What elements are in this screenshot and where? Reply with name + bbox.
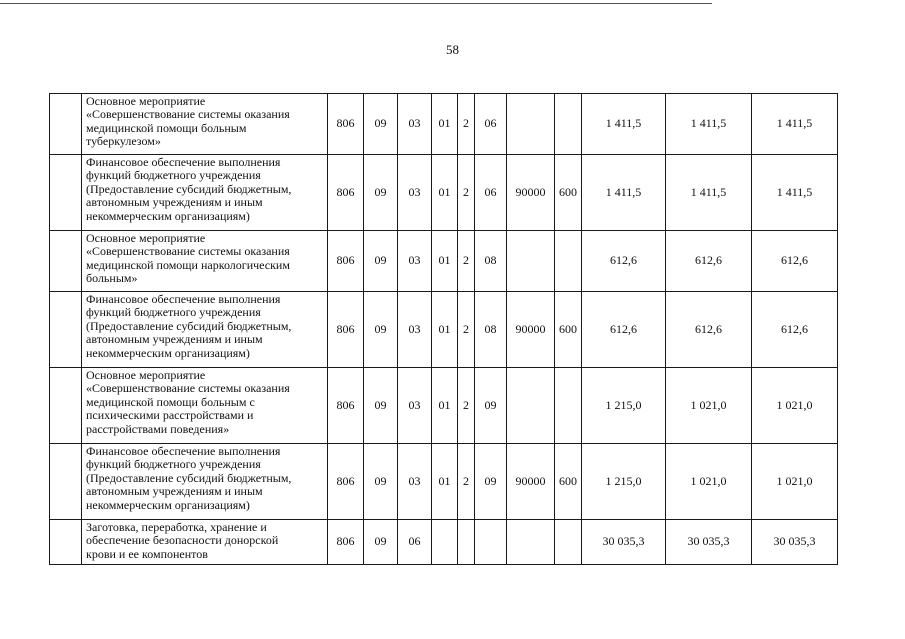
event-cell: 09 [475,368,507,444]
item-name-line: Финансовое обеспечение выполнения [86,444,281,458]
table-row [50,520,838,565]
subprogram-cell: 2 [458,292,475,368]
gr-code-cell: 806 [328,292,364,368]
gr-code-cell: 806 [328,444,364,520]
item-name-line: функций бюджетного учреждения [86,305,261,320]
amount-year-1-cell: 612,6 [582,292,666,368]
amount-year-3-cell: 1 411,5 [752,155,838,231]
direction-cell [507,94,555,155]
index-cell [50,94,82,155]
item-name-line: некоммерческим организациям) [86,208,250,223]
amount-year-3-cell: 1 411,5 [752,94,838,155]
subsection-cell: 03 [398,94,432,155]
item-name-cell [82,94,328,155]
item-name-line: (Предоставление субсидий бюджетным, [86,181,292,196]
item-name-line: Основное мероприятие [86,368,206,382]
event-cell [475,520,507,565]
item-name-line: «Совершенствование системы оказания [86,107,290,122]
item-name-line: медицинской помощи больным [86,120,247,135]
table-row [50,231,838,292]
event-cell: 08 [475,292,507,368]
amount-year-1-cell: 1 215,0 [582,444,666,520]
item-name-line: обеспечение безопасности донорской [86,533,279,548]
expense-type-cell [555,520,582,565]
amount-year-2-cell: 1 411,5 [666,94,752,155]
program-cell: 01 [432,444,458,520]
subprogram-cell [458,520,475,565]
amount-year-2-cell: 612,6 [666,231,752,292]
item-name-line: «Совершенствование системы оказания [86,381,290,396]
item-name-line: Основное мероприятие [86,94,206,108]
direction-cell [507,520,555,565]
gr-code-cell: 806 [328,231,364,292]
amount-year-1-cell: 1 215,0 [582,368,666,444]
amount-year-3-cell: 612,6 [752,292,838,368]
section-cell: 09 [364,368,398,444]
section-cell: 09 [364,155,398,231]
item-name-line: (Предоставление субсидий бюджетным, [86,470,292,485]
item-name-line: функций бюджетного учреждения [86,457,261,472]
gr-code-cell: 806 [328,155,364,231]
program-cell: 01 [432,368,458,444]
index-cell [50,444,82,520]
direction-cell: 90000 [507,155,555,231]
expense-type-cell [555,368,582,444]
budget-table [49,93,838,565]
program-cell: 01 [432,94,458,155]
subsection-cell: 03 [398,444,432,520]
amount-year-3-cell: 1 021,0 [752,368,838,444]
item-name-line: функций бюджетного учреждения [86,168,261,183]
gr-code-cell: 806 [328,368,364,444]
amount-year-3-cell: 612,6 [752,231,838,292]
item-name-line: некоммерческим организациям) [86,497,250,512]
index-cell [50,155,82,231]
item-name-line: медицинской помощи больным с [86,394,255,409]
amount-year-1-cell: 1 411,5 [582,155,666,231]
item-name-line: медицинской помощи наркологическим [86,257,290,272]
item-name-cell [82,368,328,444]
section-cell: 09 [364,94,398,155]
index-cell [50,368,82,444]
item-name-line: больным» [86,271,138,286]
expense-type-cell: 600 [555,155,582,231]
item-name-cell [82,155,328,231]
subsection-cell: 03 [398,368,432,444]
index-cell [50,520,82,565]
item-name-line: Финансовое обеспечение выполнения [86,155,281,169]
table-row [50,94,838,155]
top-rule [0,3,712,4]
item-name-cell [82,292,328,368]
event-cell: 06 [475,155,507,231]
item-name-line: (Предоставление субсидий бюджетным, [86,318,292,333]
section-cell: 09 [364,520,398,565]
item-name-cell [82,444,328,520]
program-cell [432,520,458,565]
subprogram-cell: 2 [458,444,475,520]
item-name-line: «Совершенствование системы оказания [86,244,290,259]
section-cell: 09 [364,444,398,520]
item-name-line: некоммерческим организациям) [86,345,250,360]
gr-code-cell: 806 [328,520,364,565]
direction-cell: 90000 [507,292,555,368]
table-row [50,292,838,368]
amount-year-2-cell: 612,6 [666,292,752,368]
table-row [50,155,838,231]
event-cell: 08 [475,231,507,292]
expense-type-cell [555,231,582,292]
subprogram-cell: 2 [458,155,475,231]
expense-type-cell: 600 [555,292,582,368]
page-number: 58 [446,42,459,57]
index-cell [50,231,82,292]
amount-year-3-cell: 1 021,0 [752,444,838,520]
event-cell: 06 [475,94,507,155]
item-name-line: автономным учреждениям и иным [86,332,263,347]
subsection-cell: 06 [398,520,432,565]
subsection-cell: 03 [398,155,432,231]
subprogram-cell: 2 [458,231,475,292]
expense-type-cell [555,94,582,155]
table-body [50,94,838,565]
direction-cell: 90000 [507,444,555,520]
amount-year-2-cell: 1 021,0 [666,444,752,520]
amount-year-2-cell: 1 411,5 [666,155,752,231]
amount-year-1-cell: 1 411,5 [582,94,666,155]
item-name-line: туберкулезом» [86,134,161,149]
amount-year-3-cell: 30 035,3 [752,520,838,565]
program-cell: 01 [432,231,458,292]
item-name-line: расстройствами поведения» [86,421,230,436]
direction-cell [507,231,555,292]
item-name-line: автономным учреждениям и иным [86,484,263,499]
amount-year-2-cell: 30 035,3 [666,520,752,565]
subprogram-cell: 2 [458,368,475,444]
amount-year-2-cell: 1 021,0 [666,368,752,444]
program-cell: 01 [432,292,458,368]
item-name-line: психическими расстройствами и [86,408,254,423]
subsection-cell: 03 [398,292,432,368]
item-name-line: Заготовка, переработка, хранение и [86,520,267,534]
item-name-line: автономным учреждениям и иным [86,195,263,210]
amount-year-1-cell: 30 035,3 [582,520,666,565]
table-row [50,444,838,520]
item-name-line: Финансовое обеспечение выполнения [86,292,281,306]
subsection-cell: 03 [398,231,432,292]
index-cell [50,292,82,368]
direction-cell [507,368,555,444]
item-name-cell [82,231,328,292]
table-row [50,368,838,444]
item-name-line: крови и ее компонентов [86,546,208,561]
program-cell: 01 [432,155,458,231]
subprogram-cell: 2 [458,94,475,155]
amount-year-1-cell: 612,6 [582,231,666,292]
event-cell: 09 [475,444,507,520]
item-name-line: Основное мероприятие [86,231,206,245]
section-cell: 09 [364,292,398,368]
gr-code-cell: 806 [328,94,364,155]
expense-type-cell: 600 [555,444,582,520]
section-cell: 09 [364,231,398,292]
item-name-cell [82,520,328,565]
